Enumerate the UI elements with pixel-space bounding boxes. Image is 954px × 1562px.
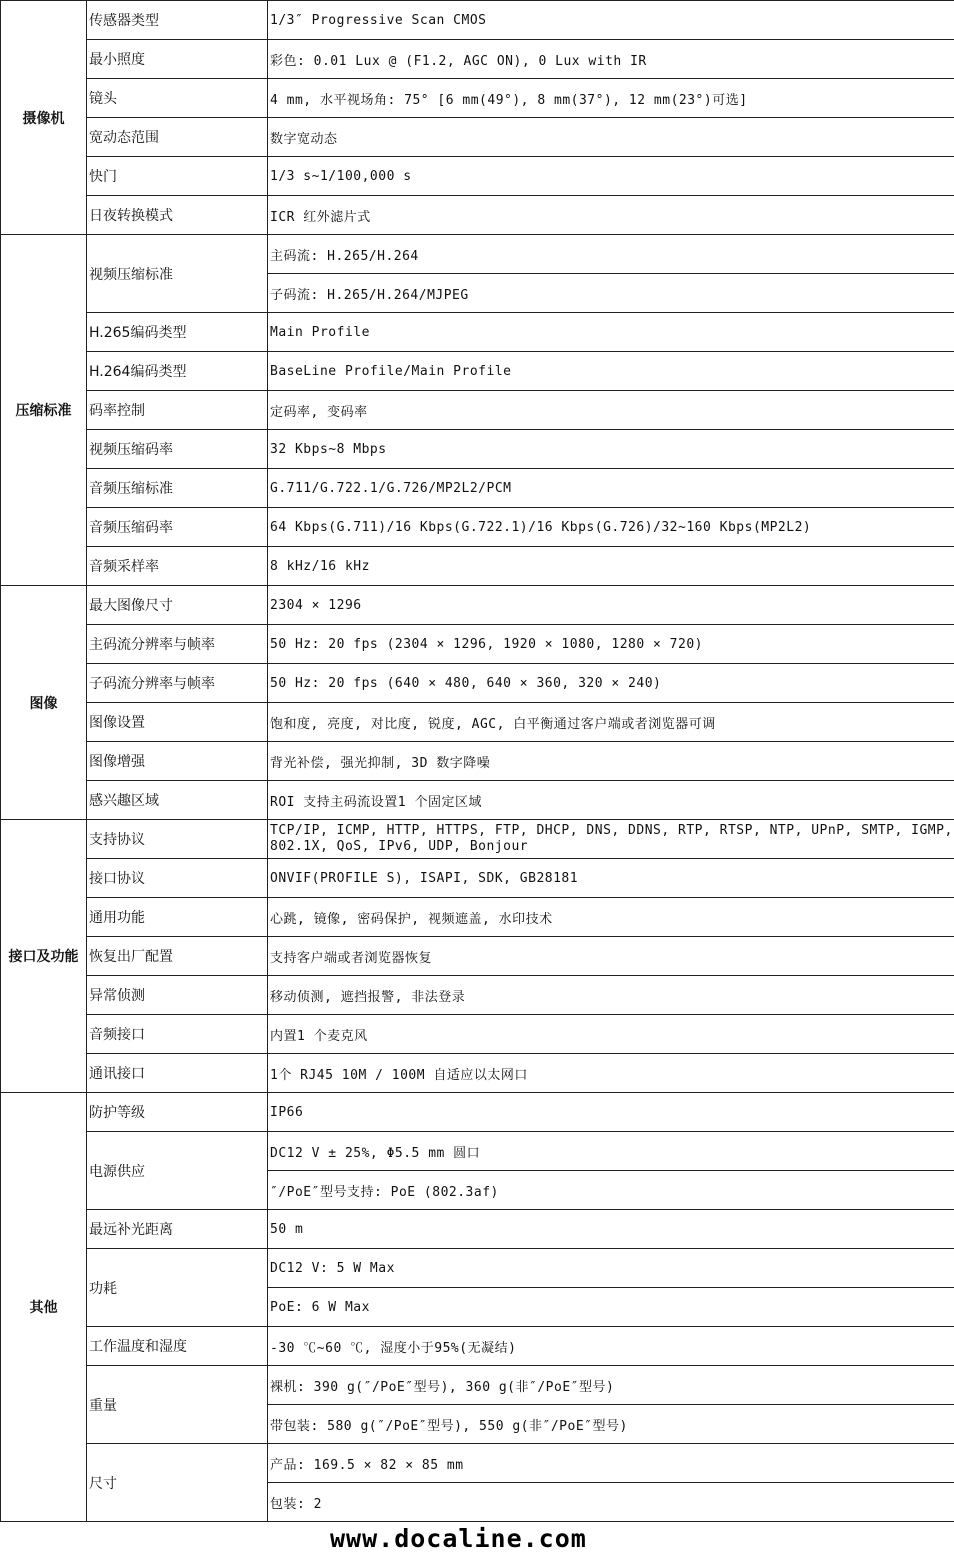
row-value: ONVIF(PROFILE S), ISAPI, SDK, GB28181 bbox=[268, 859, 954, 898]
row-value: ″/PoE″型号支持: PoE (802.3af) bbox=[268, 1171, 954, 1210]
row-label: 宽动态范围 bbox=[87, 118, 268, 157]
category-camera: 摄像机 bbox=[1, 1, 87, 235]
row-label: 视频压缩码率 bbox=[87, 430, 268, 469]
row-value: 彩色: 0.01 Lux @ (F1.2, AGC ON), 0 Lux with IR bbox=[268, 40, 954, 79]
table-row bbox=[1, 976, 954, 1015]
table-row bbox=[1, 937, 954, 976]
row-label: 支持协议 bbox=[87, 820, 268, 859]
row-value: 50 Hz: 20 fps (640 × 480, 640 × 360, 320 × 240) bbox=[268, 664, 954, 703]
table-row bbox=[1, 625, 954, 664]
table-row bbox=[1, 1093, 954, 1132]
row-label: 最远补光距离 bbox=[87, 1210, 268, 1249]
row-value: 子码流: H.265/H.264/MJPEG bbox=[268, 274, 954, 313]
row-label: 视频压缩标准 bbox=[87, 235, 268, 313]
table-row bbox=[1, 1132, 954, 1171]
table-row bbox=[1, 391, 954, 430]
row-value: 64 Kbps(G.711)/16 Kbps(G.722.1)/16 Kbps(G.726)/32~160 Kbps(MP2L2) bbox=[268, 508, 954, 547]
row-label: 最小照度 bbox=[87, 40, 268, 79]
row-value: 数字宽动态 bbox=[268, 118, 954, 157]
row-label: 功耗 bbox=[87, 1249, 268, 1327]
row-value: PoE: 6 W Max bbox=[268, 1288, 954, 1327]
row-value: 包装: 2 bbox=[268, 1483, 954, 1522]
table-row bbox=[1, 430, 954, 469]
row-value: 产品: 169.5 × 82 × 85 mm bbox=[268, 1444, 954, 1483]
row-label: 通讯接口 bbox=[87, 1054, 268, 1093]
watermark: www.docaline.com bbox=[330, 1524, 587, 1553]
row-value: 1个 RJ45 10M / 100M 自适应以太网口 bbox=[268, 1054, 954, 1093]
table-row bbox=[1, 40, 954, 79]
table-row bbox=[1, 859, 954, 898]
table-row bbox=[1, 352, 954, 391]
row-label: 异常侦测 bbox=[87, 976, 268, 1015]
row-value: 内置1 个麦克风 bbox=[268, 1015, 954, 1054]
row-label: 音频压缩码率 bbox=[87, 508, 268, 547]
table-row bbox=[1, 1210, 954, 1249]
table-row bbox=[1, 781, 954, 820]
row-value: 背光补偿, 强光抑制, 3D 数字降噪 bbox=[268, 742, 954, 781]
table-row bbox=[1, 79, 954, 118]
row-value: 4 mm, 水平视场角: 75° [6 mm(49°), 8 mm(37°), 12 mm(23°)可选] bbox=[268, 79, 954, 118]
row-label: H.264编码类型 bbox=[87, 352, 268, 391]
row-value: -30 ℃~60 ℃, 湿度小于95%(无凝结) bbox=[268, 1327, 954, 1366]
category-compression: 压缩标准 bbox=[1, 235, 87, 586]
row-value: 1/3″ Progressive Scan CMOS bbox=[268, 1, 954, 40]
category-image: 图像 bbox=[1, 586, 87, 820]
table-row bbox=[1, 118, 954, 157]
row-value: ROI 支持主码流设置1 个固定区域 bbox=[268, 781, 954, 820]
row-value: 8 kHz/16 kHz bbox=[268, 547, 954, 586]
row-label: 电源供应 bbox=[87, 1132, 268, 1210]
table-row bbox=[1, 664, 954, 703]
table-row bbox=[1, 235, 954, 274]
table-row bbox=[1, 1015, 954, 1054]
row-label: 接口协议 bbox=[87, 859, 268, 898]
row-value: TCP/IP, ICMP, HTTP, HTTPS, FTP, DHCP, DNS, DDNS, RTP, RTSP, NTP, UPnP, SMTP, IGMP, 802.1X, QoS, IPv6, UDP, Bonjour bbox=[268, 820, 954, 859]
row-label: H.265编码类型 bbox=[87, 313, 268, 352]
row-value: 定码率, 变码率 bbox=[268, 391, 954, 430]
row-value: ICR 红外滤片式 bbox=[268, 196, 954, 235]
row-value: 32 Kbps~8 Mbps bbox=[268, 430, 954, 469]
table-row bbox=[1, 820, 954, 859]
row-label: 工作温度和湿度 bbox=[87, 1327, 268, 1366]
category-interface: 接口及功能 bbox=[1, 820, 87, 1093]
row-label: 防护等级 bbox=[87, 1093, 268, 1132]
row-label: 镜头 bbox=[87, 79, 268, 118]
row-label: 日夜转换模式 bbox=[87, 196, 268, 235]
table-row bbox=[1, 508, 954, 547]
row-label: 图像增强 bbox=[87, 742, 268, 781]
row-label: 子码流分辨率与帧率 bbox=[87, 664, 268, 703]
row-label: 码率控制 bbox=[87, 391, 268, 430]
table-row bbox=[1, 547, 954, 586]
row-label: 音频采样率 bbox=[87, 547, 268, 586]
table-row bbox=[1, 742, 954, 781]
row-label: 主码流分辨率与帧率 bbox=[87, 625, 268, 664]
row-value: 支持客户端或者浏览器恢复 bbox=[268, 937, 954, 976]
row-value: 主码流: H.265/H.264 bbox=[268, 235, 954, 274]
row-label: 重量 bbox=[87, 1366, 268, 1444]
row-value: 饱和度, 亮度, 对比度, 锐度, AGC, 白平衡通过客户端或者浏览器可调 bbox=[268, 703, 954, 742]
table-row bbox=[1, 1366, 954, 1405]
row-value: DC12 V: 5 W Max bbox=[268, 1249, 954, 1288]
table-row bbox=[1, 1327, 954, 1366]
table-row bbox=[1, 703, 954, 742]
table-row bbox=[1, 898, 954, 937]
row-value: 心跳, 镜像, 密码保护, 视频遮盖, 水印技术 bbox=[268, 898, 954, 937]
row-label: 感兴趣区域 bbox=[87, 781, 268, 820]
row-value: 带包装: 580 g(″/PoE″型号), 550 g(非″/PoE″型号) bbox=[268, 1405, 954, 1444]
row-label: 通用功能 bbox=[87, 898, 268, 937]
row-label: 最大图像尺寸 bbox=[87, 586, 268, 625]
row-value: 移动侦测, 遮挡报警, 非法登录 bbox=[268, 976, 954, 1015]
row-value: BaseLine Profile/Main Profile bbox=[268, 352, 954, 391]
row-value: DC12 V ± 25%, Φ5.5 mm 圆口 bbox=[268, 1132, 954, 1171]
row-value: IP66 bbox=[268, 1093, 954, 1132]
row-label: 图像设置 bbox=[87, 703, 268, 742]
row-value: G.711/G.722.1/G.726/MP2L2/PCM bbox=[268, 469, 954, 508]
row-label: 音频接口 bbox=[87, 1015, 268, 1054]
table-row bbox=[1, 1444, 954, 1483]
row-value: Main Profile bbox=[268, 313, 954, 352]
row-value: 裸机: 390 g(″/PoE″型号), 360 g(非″/PoE″型号) bbox=[268, 1366, 954, 1405]
table-row bbox=[1, 196, 954, 235]
table-row bbox=[1, 1, 954, 40]
row-value: 2304 × 1296 bbox=[268, 586, 954, 625]
row-value: 50 Hz: 20 fps (2304 × 1296, 1920 × 1080, 1280 × 720) bbox=[268, 625, 954, 664]
row-label: 音频压缩标准 bbox=[87, 469, 268, 508]
table-row bbox=[1, 1054, 954, 1093]
row-label: 快门 bbox=[87, 157, 268, 196]
table-row bbox=[1, 469, 954, 508]
table-row bbox=[1, 313, 954, 352]
row-value: 50 m bbox=[268, 1210, 954, 1249]
row-label: 恢复出厂配置 bbox=[87, 937, 268, 976]
table-row bbox=[1, 586, 954, 625]
row-label: 尺寸 bbox=[87, 1444, 268, 1522]
row-value: 1/3 s~1/100,000 s bbox=[268, 157, 954, 196]
table-row bbox=[1, 157, 954, 196]
category-other: 其他 bbox=[1, 1093, 87, 1522]
row-label: 传感器类型 bbox=[87, 1, 268, 40]
table-row bbox=[1, 1249, 954, 1288]
